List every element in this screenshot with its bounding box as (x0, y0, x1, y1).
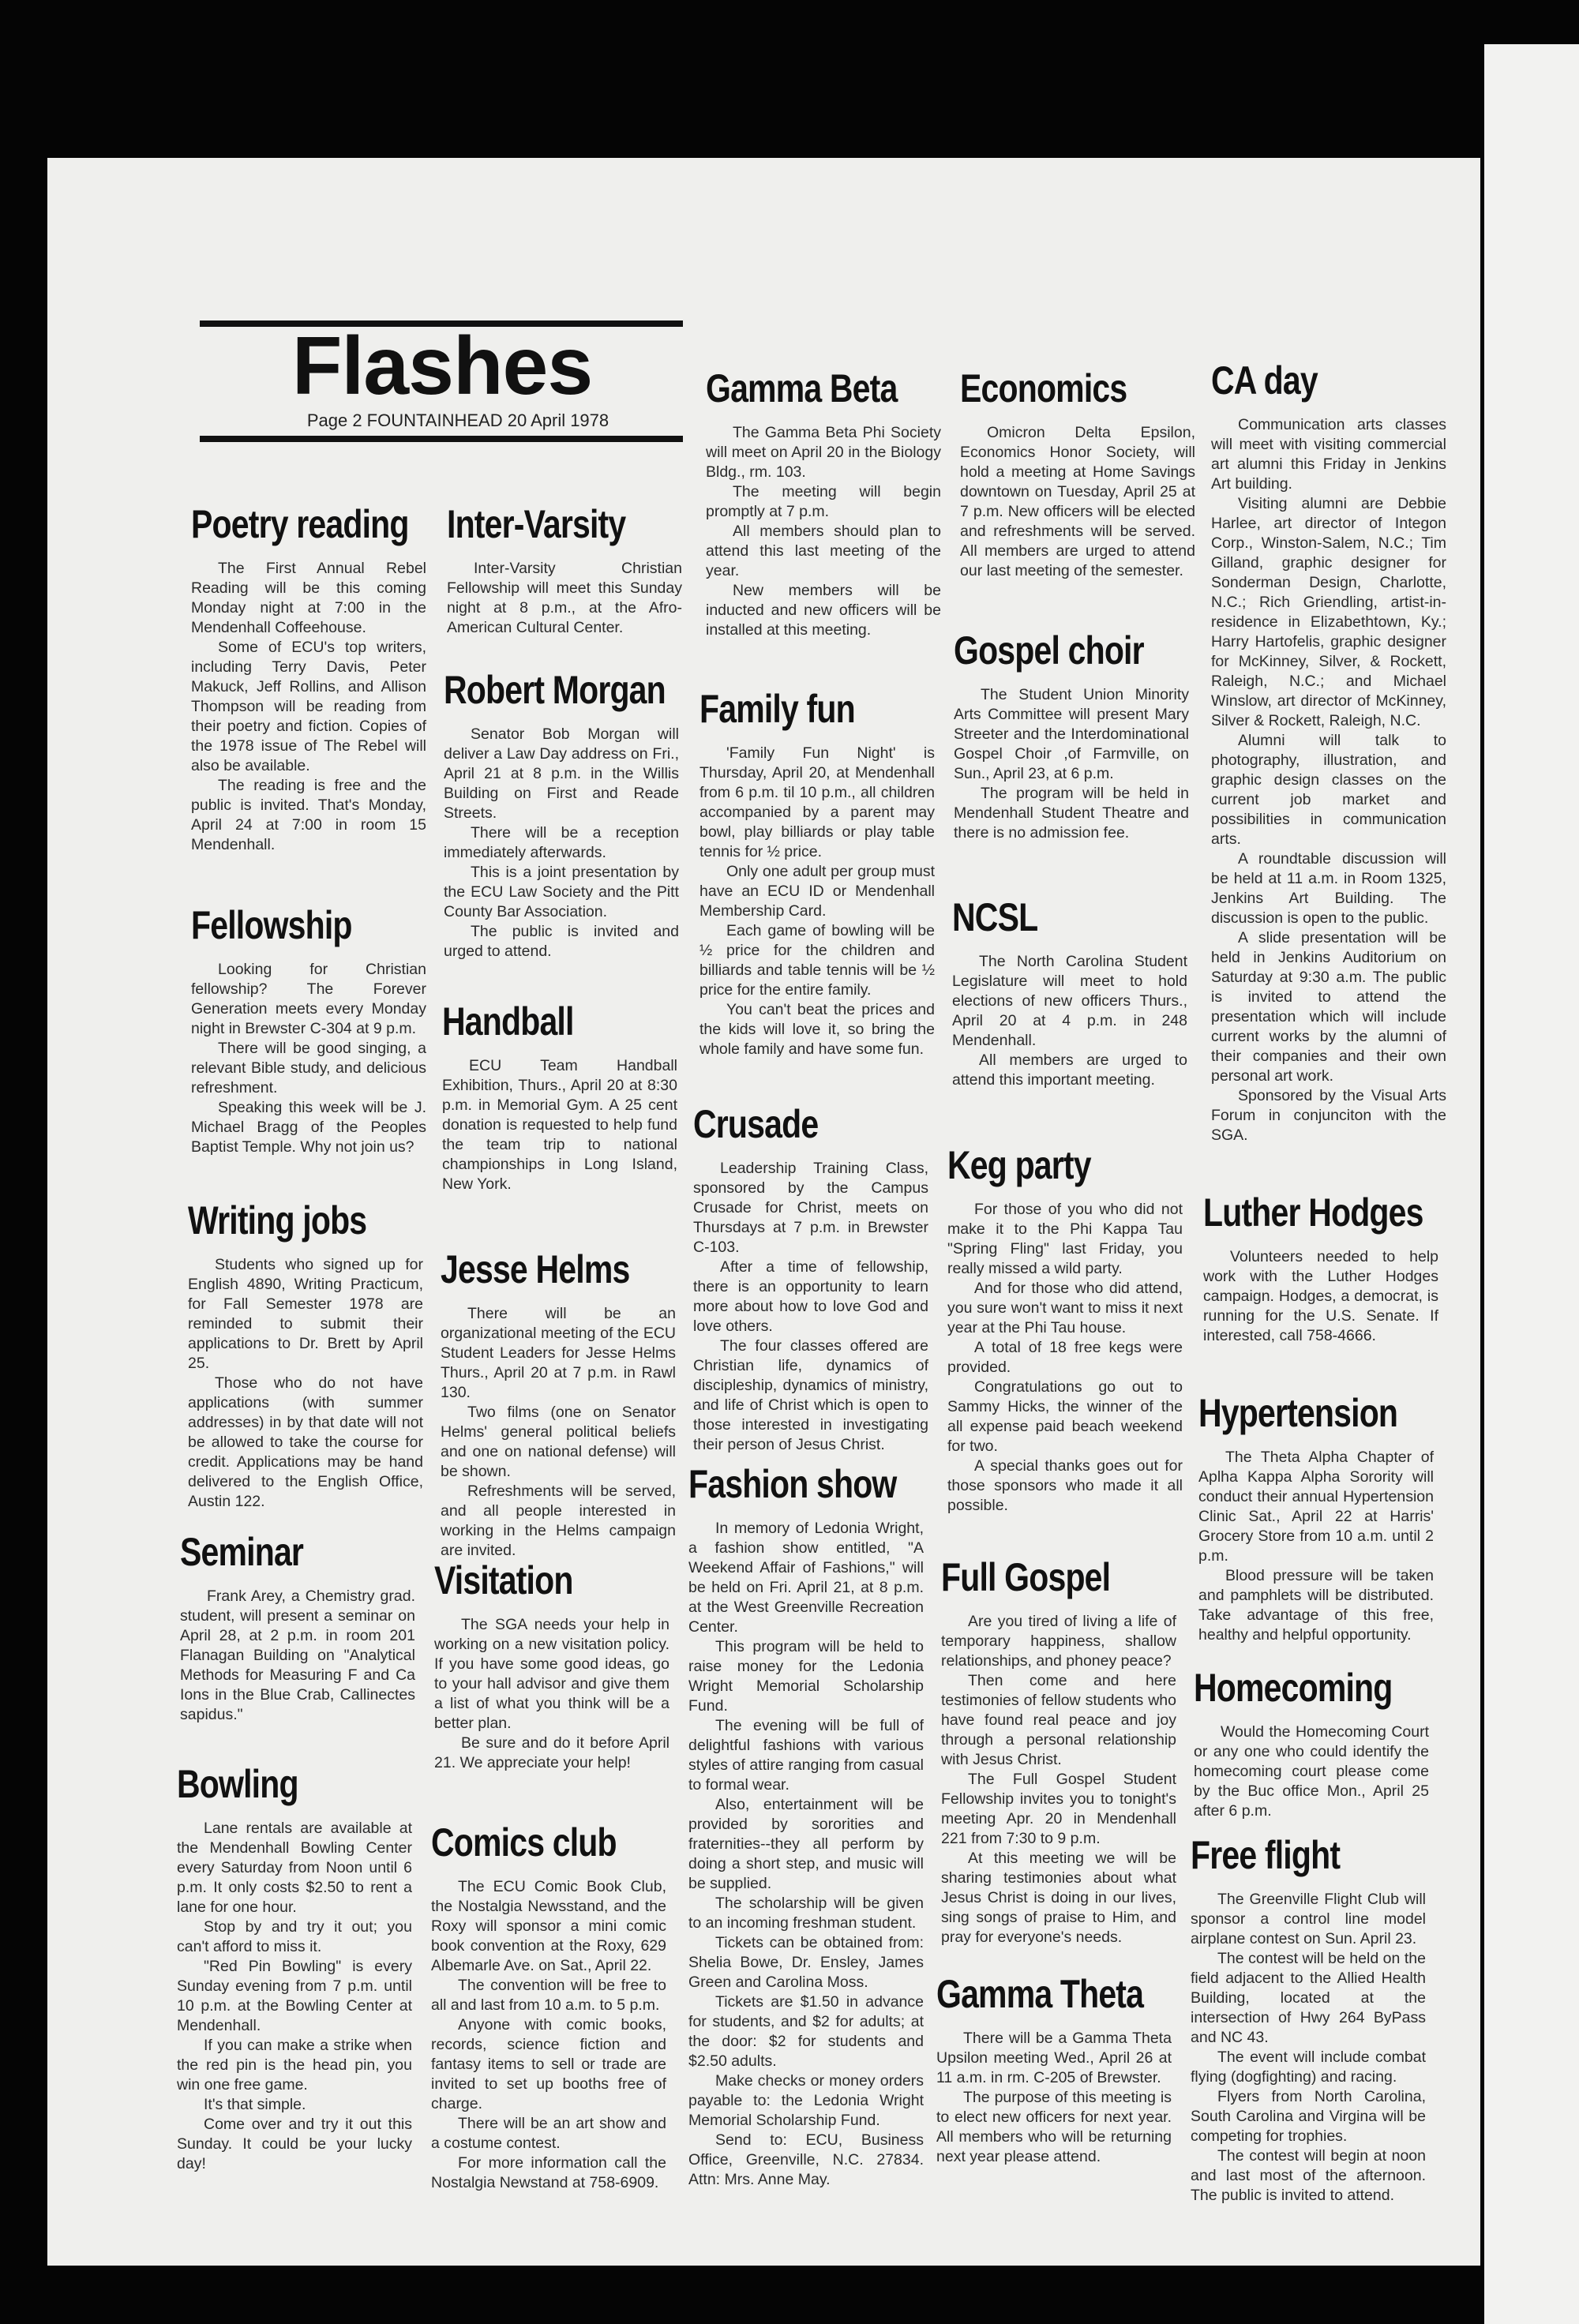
article-paragraph: It's that simple. (204, 2096, 306, 2113)
article-paragraph: The purpose of this meeting is to elect new officers for next year. All members who will be returning next year please attend. (936, 2089, 1172, 2165)
article-paragraph: For more information call the Nostalgia Newstand at 758-6909. (431, 2154, 666, 2191)
article-paragraph: Omicron Delta Epsilon, Economics Honor Society, will hold a meeting at Home Savings downtown on Tuesday, April 25 at 7 p.m. New officers will be elected and refreshments will be served. All members are urged to attend our last meeting of the semester. (960, 424, 1195, 579)
article-heading: Luther Hodges (1203, 1190, 1423, 1235)
article-heading: Visitation (434, 1558, 573, 1602)
article-paragraph: The program will be held in Mendenhall Student Theatre and there is no admission fee. (954, 785, 1189, 842)
article-paragraph: And for those who did attend, you sure won't want to miss it next year at the Phi Tau house. (947, 1280, 1183, 1336)
article-fellowship (191, 903, 426, 1157)
article-ncsl (952, 895, 1187, 1090)
article-gamma-theta (936, 1972, 1172, 2167)
article-heading: Homecoming (1194, 1666, 1393, 1710)
article-paragraph: This is a joint presentation by the ECU Law Society and the Pitt County Bar Association. (444, 864, 679, 920)
article-heading: Keg party (947, 1143, 1091, 1187)
article-heading: Hypertension (1198, 1391, 1398, 1435)
article-luther-hodges (1203, 1190, 1438, 1346)
article-paragraph: The SGA needs your help in working on a new visitation policy. If you have some good ideas, go to your hall advisor and give them a list of what you think will be a better plan. (434, 1616, 669, 1732)
article-paragraph: The four classes offered are Christian life, dynamics of discipleship, dynamics of ministry, and life of Christ which is open to those interested in investigating their person of Jesus Christ. (693, 1337, 928, 1453)
article-paragraph: In memory of Ledonia Wright, a fashion show entitled, "A Weekend Affair of Fashions," will be held on Fri. April 21, at 8 p.m. at the West Greenville Recreation Center. (688, 1520, 924, 1636)
article-paragraph: Be sure and do it before April 21. We appreciate your help! (434, 1734, 669, 1771)
adjacent-page-edge (1484, 44, 1579, 2324)
article-heading: Fashion show (688, 1462, 897, 1506)
article-heading: Poetry reading (191, 502, 409, 546)
article-paragraph: This program will be held to raise money for the Ledonia Wright Memorial Scholarship Fund. (688, 1638, 924, 1715)
article-heading: Full Gospel (941, 1555, 1111, 1599)
article-paragraph: There will be a Gamma Theta Upsilon meeting Wed., April 26 at 11 a.m. in rm. C-205 of Brewster. (936, 2030, 1172, 2086)
article-paragraph: The First Annual Rebel Reading will be this coming Monday night at 7:00 in the Mendenhall Coffeehouse. (191, 560, 426, 636)
article-free-flight (1191, 1833, 1426, 2206)
article-economics (960, 366, 1195, 581)
article-paragraph: Come over and try it out this Sunday. It could be your lucky day! (177, 2116, 412, 2172)
article-full-gospel (941, 1555, 1176, 1947)
article-heading: Comics club (431, 1820, 617, 1865)
article-paragraph: The reading is free and the public is invited. That's Monday, April 24 at 7:00 in room 15 Mendenhall. (191, 777, 426, 853)
article-paragraph: The evening will be full of delightful fashions with various styles of attire ranging from casual to formal wear. (688, 1717, 924, 1794)
article-seminar (180, 1530, 415, 1725)
article-paragraph: All members are urged to attend this important meeting. (952, 1051, 1187, 1089)
article-paragraph: Some of ECU's top writers, including Terry Davis, Peter Makuck, Jeff Rollins, and Allison Thompson will be reading from their poetry and fiction. Copies of the 1978 issue of The Rebel will also be available. (191, 639, 426, 774)
article-paragraph: Stop by and try it out; you can't afford to miss it. (177, 1918, 412, 1955)
article-visitation (434, 1558, 669, 1773)
article-crusade (693, 1102, 928, 1455)
article-paragraph: Also, entertainment will be provided by sororities and fraternities--they all perform by doing a short step, and music will be supplied. (688, 1796, 924, 1892)
article-heading: Family fun (699, 687, 855, 731)
article-paragraph: Frank Arey, a Chemistry grad. student, will present a seminar on April 28, at 2 p.m. in room 201 Flanagan Building on "Analytical Methods for Measuring F and Ca Ions in the Blue Crab, Callinectes sapidus." (180, 1587, 415, 1723)
article-poetry-reading (191, 502, 426, 855)
article-heading: Seminar (180, 1530, 304, 1574)
article-paragraph: You can't beat the prices and the kids will love it, so bring the whole family and have some fun. (699, 1001, 935, 1058)
article-paragraph: New members will be inducted and new officers will be installed at this meeting. (706, 582, 941, 639)
masthead-bottom-rule (200, 436, 683, 442)
article-paragraph: Blood pressure will be taken and pamphlets will be distributed. Take advantage of this free, healthy and helpful opportunity. (1198, 1567, 1434, 1644)
article-paragraph: Speaking this week will be J. Michael Bragg of the Peoples Baptist Temple. Why not join us? (191, 1099, 426, 1156)
article-paragraph: Students who signed up for English 4890, Writing Practicum, for Fall Semester 1978 are reminded to submit their applications to Dr. Brett by April 25. (188, 1256, 423, 1372)
article-writing-jobs (188, 1198, 423, 1512)
article-paragraph: Looking for Christian fellowship? The Forever Generation meets every Monday night in Brewster C-304 at 9 p.m. (191, 961, 426, 1037)
article-homecoming (1194, 1666, 1429, 1821)
article-paragraph: Only one adult per group must have an ECU ID or Mendenhall Membership Card. (699, 863, 935, 920)
article-paragraph: There will be an art show and a costume contest. (431, 2115, 666, 2152)
article-paragraph: Congratulations go out to Sammy Hicks, the winner of the all expense paid beach weekend for two. (947, 1378, 1183, 1455)
article-paragraph: Then come and here testimonies of fellow students who have found real peace and joy through a personal relationship with Jesus Christ. (941, 1672, 1176, 1768)
article-paragraph: A roundtable discussion will be held at 11 a.m. in Room 1325, Jenkins Art Building. The discussion is open to the public. (1211, 850, 1446, 927)
article-paragraph: The meeting will begin promptly at 7 p.m. (706, 483, 941, 520)
article-paragraph: Alumni will talk to photography, illustration, and graphic design classes on the current job market and possibilities in communication arts. (1211, 732, 1446, 848)
article-paragraph: Those who do not have applications (with summer addresses) in by that date will not be allowed to take the course for credit. Applications may be hand delivered to the English Office, Austin 122. (188, 1374, 423, 1510)
article-keg-party (947, 1143, 1183, 1516)
article-hypertension (1198, 1391, 1434, 1645)
article-paragraph: A slide presentation will be held in Jenkins Auditorium on Saturday at 9:30 a.m. The public is invited to attend the presentation which will include current works by the alumni of their companies and their own personal art work. (1211, 929, 1446, 1085)
article-paragraph: All members should plan to attend this last meeting of the year. (706, 523, 941, 579)
article-heading: Robert Morgan (444, 668, 666, 712)
article-ca-day (1211, 358, 1446, 1145)
article-paragraph: Inter-Varsity Christian Fellowship will meet this Sunday night at 8 p.m., at the Afro-American Cultural Center. (447, 560, 682, 636)
article-heading: Gospel choir (954, 628, 1144, 673)
article-paragraph: At this meeting we will be sharing testimonies about what Jesus Christ is doing in our lives, sing songs of praise to Him, and pray for everyone's needs. (941, 1850, 1176, 1946)
article-paragraph: 'Family Fun Night' is Thursday, April 20, at Mendenhall from 6 p.m. til 10 p.m., all children accompanied by a parent may bowl, play billiards or play table tennis for ½ price. (699, 744, 935, 860)
article-fashion-show (688, 1462, 924, 2190)
article-paragraph: A total of 18 free kegs were provided. (947, 1339, 1183, 1376)
article-paragraph: Flyers from North Carolina, South Carolina and Virgina will be competing for trophies. (1191, 2088, 1426, 2145)
article-heading: Fellowship (191, 903, 352, 947)
article-bowling (177, 1762, 412, 2174)
article-paragraph: The scholarship will be given to an incoming freshman student. (688, 1895, 924, 1932)
article-jesse-helms (441, 1247, 676, 1561)
article-heading: CA day (1211, 358, 1318, 403)
article-paragraph: Communication arts classes will meet with visiting commercial art alumni this Friday in Jenkins Art building. (1211, 416, 1446, 493)
article-paragraph: The ECU Comic Book Club, the Nostalgia Newsstand, and the Roxy will sponsor a mini comic book convention at the Roxy, 629 Albemarle Ave. on Sat., April 22. (431, 1878, 666, 1974)
article-paragraph: "Red Pin Bowling" is every Sunday evening from 7 p.m. until 10 p.m. at the Bowling Center at Mendenhall. (177, 1958, 412, 2034)
article-paragraph: ECU Team Handball Exhibition, Thurs., April 20 at 8:30 p.m. in Memorial Gym. A 25 cent donation is requested to help fund the team trip to national championships in Long Island, New York. (442, 1057, 677, 1193)
article-heading: Gamma Theta (936, 1972, 1144, 2016)
article-heading: Gamma Beta (706, 366, 898, 410)
article-paragraph: The Greenville Flight Club will sponsor a control line model airplane contest on Sun. April 23. (1191, 1891, 1426, 1947)
article-paragraph: For those of you who did not make it to the Phi Kappa Tau "Spring Fling" last Friday, you really missed a wild party. (947, 1201, 1183, 1277)
article-heading: Crusade (693, 1102, 819, 1146)
article-paragraph: Are you tired of living a life of temporary happiness, shallow relationships, and phoney peace? (941, 1613, 1176, 1670)
article-paragraph: Tickets are $1.50 in advance for students, and $2 for adults; at the door: $2 for students and $2.50 adults. (688, 1993, 924, 2070)
article-paragraph: Senator Bob Morgan will deliver a Law Day address on Fri., April 21 at 8 p.m. in the Willis Building on First and Reade Streets. (444, 725, 679, 822)
article-paragraph: Would the Homecoming Court or any one who could identify the homecoming court please come by the Buc office Mon., April 25 after 6 p.m. (1194, 1723, 1429, 1820)
article-paragraph: Tickets can be obtained from: Shelia Bowe, Dr. Ensley, James Green and Carolina Moss. (688, 1934, 924, 1991)
section-title: Flashes (291, 320, 593, 412)
article-paragraph: Send to: ECU, Business Office, Greenville, N.C. 27834. Attn: Mrs. Anne May. (688, 2131, 924, 2188)
article-robert-morgan (444, 668, 679, 961)
article-heading: Writing jobs (188, 1198, 367, 1243)
article-paragraph: The contest will be held on the field adjacent to the Allied Health Building, located at the intersection of Hwy 264 ByPass and NC 43. (1191, 1950, 1426, 2046)
article-paragraph: There will be a reception immediately afterwards. (444, 824, 679, 861)
article-paragraph: Anyone with comic books, records, science fiction and fantasy items to sell or trade are invited to set up booths free of charge. (431, 2016, 666, 2112)
article-paragraph: The event will include combat flying (dogfighting) and racing. (1191, 2048, 1426, 2086)
article-paragraph: After a time of fellowship, there is an opportunity to learn more about how to love God and love others. (693, 1258, 928, 1335)
article-paragraph: Volunteers needed to help work with the Luther Hodges campaign. Hodges, a democrat, is running for the U.S. Senate. If interested, call 758-4666. (1203, 1248, 1438, 1344)
article-handball (442, 999, 677, 1194)
page-dateline: Page 2 FOUNTAINHEAD 20 April 1978 (306, 410, 609, 430)
article-gospel-choir (954, 628, 1189, 843)
article-paragraph: The Full Gospel Student Fellowship invites you to tonight's meeting Apr. 20 in Mendenhall 221 from 7:30 to 9 p.m. (941, 1771, 1176, 1847)
article-paragraph: A special thanks goes out for those sponsors who made it all possible. (947, 1457, 1183, 1514)
article-heading: Inter-Varsity (447, 502, 626, 546)
article-paragraph: The Student Union Minority Arts Committee will present Mary Streeter and the Interdominational Gospel Choir ,of Farmville, on Sun., April 23, at 6 p.m. (954, 686, 1189, 782)
article-gamma-beta (706, 366, 941, 640)
article-paragraph: If you can make a strike when the red pin is the head pin, you win one free game. (177, 2037, 412, 2093)
article-family-fun (699, 687, 935, 1059)
article-paragraph: Refreshments will be served, and all people interested in working in the Helms campaign are invited. (441, 1482, 676, 1559)
article-paragraph: Leadership Training Class, sponsored by the Campus Crusade for Christ, meets on Thursdays at 7 p.m. in Brewster C-103. (693, 1160, 928, 1256)
article-paragraph: Each game of bowling will be ½ price for the children and billiards and table tennis will be ½ price for the entire family. (699, 922, 935, 999)
article-heading: Free flight (1191, 1833, 1341, 1877)
article-paragraph: Lane rentals are available at the Mendenhall Bowling Center every Saturday from Noon until 6 p.m. It only costs $2.50 to rent a lane for one hour. (177, 1820, 412, 1916)
article-paragraph: Visiting alumni are Debbie Harlee, art director of Integon Corp., Winston-Salem, N.C.; Tim Gilland, graphic designer for Sonderman Design, Charlotte, N.C.; Rich Griendling, artist-in-residence in Elizabethtown, Ky.; Harry Hartofelis, graphic designer for McKinney, Silver, & Rockett, Raleigh, N.C.; and Michael Winslow, art director of McKinney, Silver & Rockett, Raleigh, N.C. (1211, 495, 1446, 729)
article-paragraph: There will be an organizational meeting of the ECU Student Leaders for Jesse Helms Thurs., April 20 at 7 p.m. in Rawl 130. (441, 1305, 676, 1401)
article-paragraph: There will be good singing, a relevant Bible study, and delicious refreshment. (191, 1040, 426, 1096)
article-paragraph: Sponsored by the Visual Arts Forum in conjunciton with the SGA. (1211, 1087, 1446, 1144)
article-paragraph: Make checks or money orders payable to: the Ledonia Wright Memorial Scholarship Fund. (688, 2072, 924, 2129)
article-paragraph: Two films (one on Senator Helms' general political beliefs and one on national defense) will be shown. (441, 1404, 676, 1480)
article-heading: Economics (960, 366, 1127, 410)
article-heading: Bowling (177, 1762, 298, 1806)
article-inter-varsity (447, 502, 682, 638)
article-paragraph: The North Carolina Student Legislature will meet to hold elections of new officers Thurs., April 20 at 4 p.m. in 248 Mendenhall. (952, 953, 1187, 1049)
article-heading: NCSL (952, 895, 1038, 939)
article-heading: Jesse Helms (441, 1247, 630, 1291)
article-paragraph: The contest will begin at noon and last most of the afternoon. The public is invited to attend. (1191, 2147, 1426, 2204)
article-paragraph: The public is invited and urged to attend. (444, 923, 679, 960)
article-paragraph: The convention will be free to all and last from 10 a.m. to 5 p.m. (431, 1977, 666, 2014)
article-comics-club (431, 1820, 666, 2193)
article-paragraph: The Gamma Beta Phi Society will meet on April 20 in the Biology Bldg., rm. 103. (706, 424, 941, 481)
article-paragraph: The Theta Alpha Chapter of Aplha Kappa Alpha Sorority will conduct their annual Hypertension Clinic Sat., April 22 at Harris' Grocery Store from 10 a.m. until 2 p.m. (1198, 1449, 1434, 1565)
article-heading: Handball (442, 999, 574, 1044)
